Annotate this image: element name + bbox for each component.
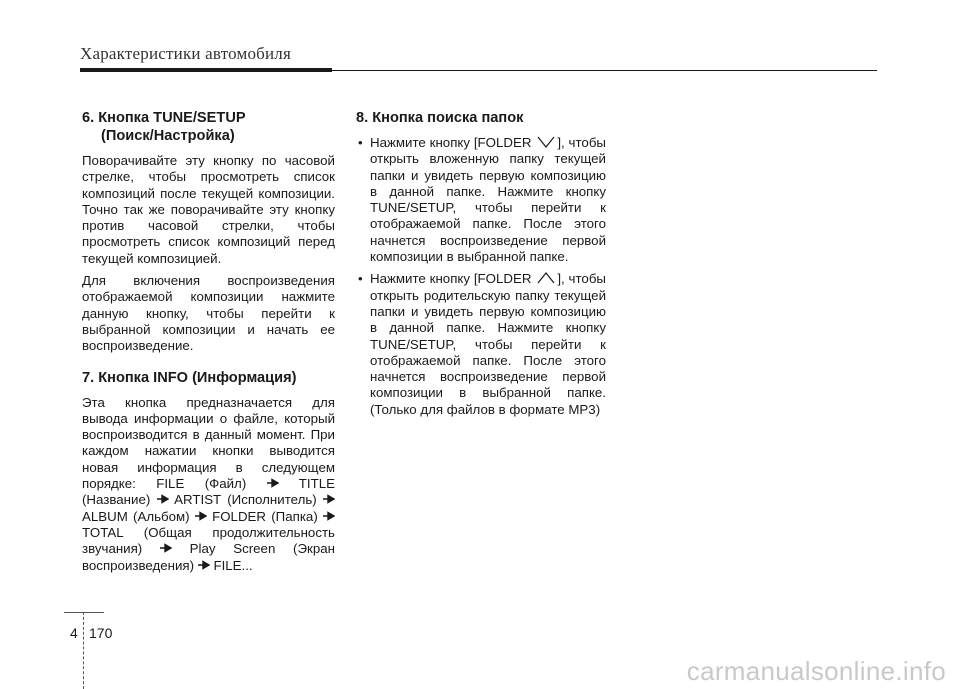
footer-rule-vertical	[83, 612, 85, 689]
arrow-right-icon	[267, 476, 279, 486]
arrow-right-icon	[157, 492, 169, 502]
header-rule-thick	[80, 68, 332, 72]
section-6-paragraph-2: Для включения воспроизведения отображаемой композиции нажмите данную кнопку, чтобы перейти к выбранной композиции и начать ее воспроизведение.	[82, 273, 335, 354]
sequence-item: TITLE (Название)	[82, 476, 335, 508]
bullet-icon: •	[358, 135, 363, 150]
bullet-1-rest: ], чтобы открыть вложенную папку текущей папки и увидеть первую композицию в данной папке. Нажмите кнопку TUNE/SETUP, чтобы перейти к отображаемой папке. После этого начнется воспроизведение первой композиции в выбранной папке.	[370, 135, 606, 265]
header-title: Характеристики автомобиля	[80, 44, 291, 63]
watermark: carmanualsonline.info	[686, 656, 946, 686]
bullet-1-start: Нажмите кнопку [FOLDER	[370, 135, 532, 150]
arrow-right-icon	[323, 509, 335, 519]
list-item	[356, 271, 606, 418]
chapter-number: 4	[70, 625, 78, 641]
arrow-right-icon	[323, 492, 335, 502]
section-6-title	[82, 109, 335, 145]
sequence-item: ARTIST (Исполнитель)	[174, 492, 317, 508]
sequence-item: Play Screen (Экран воспроизведения)	[82, 541, 335, 573]
left-column	[82, 109, 335, 580]
list-item	[356, 135, 606, 265]
arrow-right-icon	[160, 541, 172, 551]
section-7-paragraph	[82, 395, 335, 574]
sequence-item: ALBUM (Альбом)	[82, 508, 190, 524]
sequence-item: TOTAL (Общая продолжительность звучания)	[82, 524, 335, 557]
page-number: 170	[89, 625, 113, 641]
chevron-up-icon	[535, 271, 557, 285]
section-6-title-line2: (Поиск/Настройка)	[101, 128, 235, 144]
bullet-2-start: Нажмите кнопку [FOLDER	[370, 271, 532, 287]
chevron-down-icon	[535, 135, 557, 149]
section-8-list	[356, 135, 606, 418]
right-column	[356, 109, 606, 424]
sequence-item: FOLDER (Папка)	[212, 508, 318, 524]
section-6-title-line1: 6. Кнопка TUNE/SETUP	[82, 110, 246, 126]
arrow-right-icon	[198, 558, 210, 568]
arrow-right-icon	[195, 509, 207, 519]
section-7-title: 7. Кнопка INFO (Информация)	[82, 369, 297, 386]
section-7-intro: Эта кнопка предназначается для вывода информации о файле, который воспроизводится в данный момент. При каждом нажатии кнопки выводится новая информация в следующем порядке: FILE (Файл)	[82, 394, 335, 492]
bullet-2-rest: ], чтобы открыть родительскую папку текущей папки и увидеть первую композицию в данной папке. Нажмите кнопку TUNE/SETUP, чтобы перейти к отображаемой папке. После этого начнется воспроизведение первой композиции в выбранной папке. (Только для файлов в формате MP3)	[370, 271, 606, 417]
bullet-icon: •	[358, 271, 363, 287]
sequence-item: FILE...	[213, 557, 253, 573]
section-8-title: 8. Кнопка поиска папок	[356, 110, 524, 126]
header-rule-thin	[332, 70, 877, 71]
section-6-paragraph-1: Поворачивайте эту кнопку по часовой стрелке, чтобы просмотреть список композиций после текущей композиции. Точно так же поворачивайте эту кнопку против часовой стрелки, чтобы просмотреть список композиций перед текущей композицией.	[82, 153, 335, 266]
